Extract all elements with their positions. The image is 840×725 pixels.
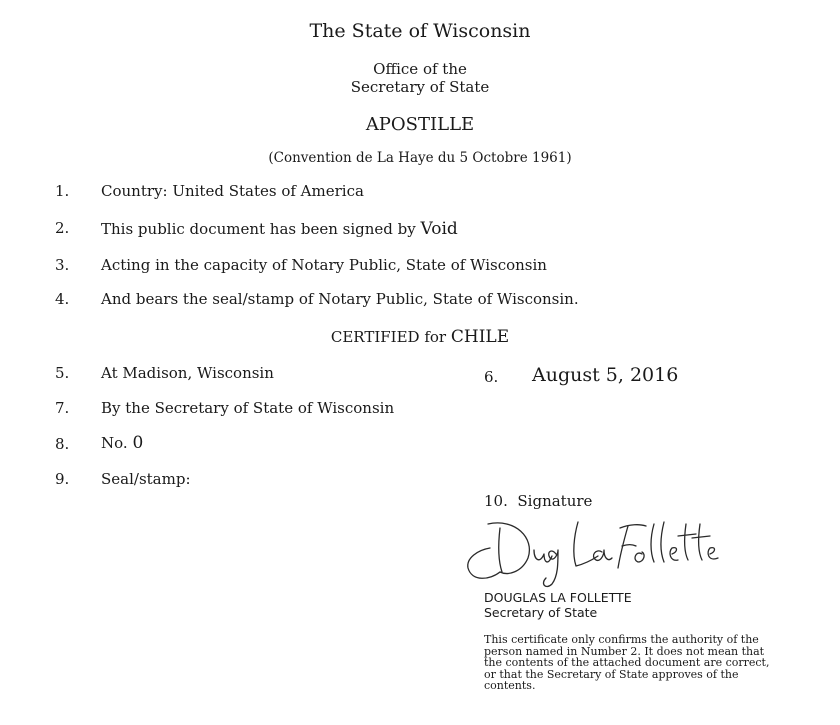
item-3-number: 3.: [55, 256, 70, 274]
item-9-number: 9.: [55, 470, 70, 488]
item-8-number: 8.: [55, 435, 70, 453]
signatory-title: Secretary of State: [484, 605, 598, 620]
item-3-text: Acting in the capacity of Notary Public, State of Wisconsin: [101, 256, 547, 274]
office-heading: [0, 60, 840, 96]
item-5-number: 5.: [55, 364, 70, 382]
item-7-text: By the Secretary of State of Wisconsin: [101, 399, 395, 417]
office-line-1: Office of the: [373, 60, 467, 78]
handwritten-signature: [460, 510, 740, 595]
item-2-number: 2.: [55, 219, 70, 237]
item-1-number: 1.: [55, 182, 70, 200]
certified-line: [0, 327, 840, 347]
item-8-value: 0: [132, 433, 144, 453]
item-7-number: 7.: [55, 399, 70, 417]
item-9-text: Seal/stamp:: [101, 470, 191, 488]
item-2-line: [101, 219, 458, 239]
item-2-text: This public document has been signed by: [101, 220, 416, 238]
disclaimer-text: This certificate only confirms the authority of the person named in Number 2. It does not mean that the contents of the attached document are correct, or that the Secretary of State approves of the contents.: [484, 633, 770, 692]
item-4-text: And bears the seal/stamp of Notary Public, State of Wisconsin.: [101, 290, 579, 308]
certified-country: CHILE: [450, 327, 510, 347]
item-6-date: August 5, 2016: [532, 364, 679, 386]
signature-label: Signature: [517, 492, 593, 510]
item-4-number: 4.: [55, 290, 70, 308]
signer-name: Void: [420, 219, 458, 239]
apostille-heading: APOSTILLE: [365, 114, 475, 135]
signatory-name: DOUGLAS LA FOLLETTE: [484, 590, 632, 605]
item-8-line: [101, 433, 143, 453]
signature-number: 10.: [484, 492, 508, 510]
signatory-block: [484, 590, 632, 620]
signature-heading: [484, 492, 592, 510]
convention-line: (Convention de La Haye du 5 Octobre 1961): [268, 150, 572, 166]
document-title: The State of Wisconsin: [309, 20, 531, 42]
office-line-2: Secretary of State: [350, 78, 490, 96]
item-1-text: Country: United States of America: [101, 182, 364, 200]
item-6-number: 6.: [484, 368, 499, 386]
item-5-text: At Madison, Wisconsin: [101, 364, 274, 382]
item-8-label: No.: [101, 434, 128, 452]
certified-label: CERTIFIED for: [330, 328, 447, 346]
